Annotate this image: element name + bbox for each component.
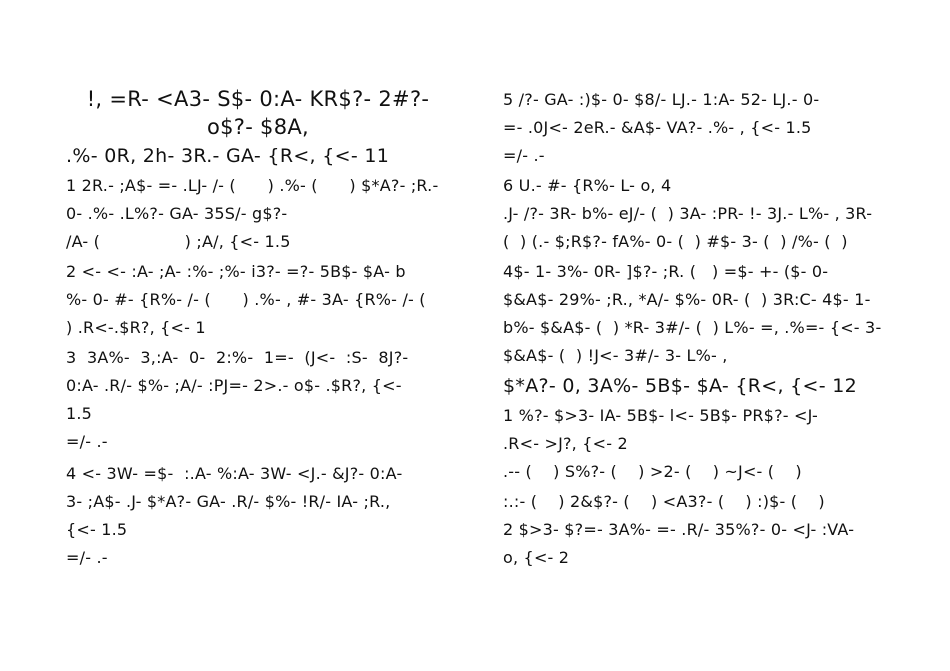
question-line: 3- ;A$- .J- $*A?- GA- .R/- $%- !R/- IA- ;R., — [66, 492, 391, 511]
question-line: .R<- >J?, {<- 2 — [503, 434, 628, 453]
question-line: $&A$- 29%- ;R., *A/- $%- 0R- ( ) 3R:C- 4$- 1- — [503, 290, 871, 309]
question-line: 6 U.- #- {R%- L- o, 4 — [503, 176, 672, 195]
question-line: 4$- 1- 3%- 0R- ]$?- ;R. ( ) =$- +- ($- 0- — [503, 262, 829, 281]
question-line: =/- .- — [66, 548, 108, 567]
question-line: 1 2R.- ;A$- =- .LJ- /- ( ) .%- ( ) $*A?- ;R.- — [66, 176, 439, 195]
question-line: .J- /?- 3R- b%- eJ/- ( ) 3A- :PR- !- 3J.- L%- , 3R- — [503, 204, 873, 223]
question-line: :.:- ( ) 2&$?- ( ) <A3?- ( ) :)$- ( ) — [503, 492, 825, 511]
question-line: 1 %?- $>3- IA- 5B$- l<- 5B$- PR$?- <J- — [503, 406, 818, 425]
question-line: %- 0- #- {R%- /- ( ) .%- , #- 3A- {R%- /- ( — [66, 290, 426, 309]
question-line: 0:A- .R/- $%- ;A/- :PJ=- 2>.- o$- .$R?, {<- — [66, 376, 402, 395]
section-heading-left: .%- 0R, 2h- 3R.- GA- {R<, {<- 11 — [66, 145, 390, 167]
document-title-line-1: !, =R- <A3- S$- 0:A- KR$?- 2#?- — [86, 87, 430, 111]
question-line: {<- 1.5 — [66, 520, 128, 539]
question-line: /A- ( ) ;A/, {<- 1.5 — [66, 232, 291, 251]
question-line: =/- .- — [503, 146, 545, 165]
question-line: ( ) (.- $;R$?- fA%- 0- ( ) #$- 3- ( ) /%- ( ) — [503, 232, 848, 251]
question-line: .-- ( ) S%?- ( ) >2- ( ) ~J<- ( ) — [503, 462, 802, 481]
question-line: 2 <- <- :A- ;A- :%- ;%- i3?- =?- 5B$- $A- b — [66, 262, 406, 281]
question-line: 0- .%- .L%?- GA- 35S/- g$?- — [66, 204, 288, 223]
document-title-line-2: o$?- $8A, — [206, 115, 310, 139]
question-line: 3 3A%- 3,:A- 0- 2:%- 1=- (J<- :S- 8J?- — [66, 348, 409, 367]
question-line: 4 <- 3W- =$- :.A- %:A- 3W- <J.- &J?- 0:A- — [66, 464, 403, 483]
question-line: 2 $>3- $?=- 3A%- =- .R/- 35%?- 0- <J- :VA- — [503, 520, 855, 539]
question-line: =- .0J<- 2eR.- &A$- VA?- .%- , {<- 1.5 — [503, 118, 812, 137]
question-line: ) .R<-.$R?, {<- 1 — [66, 318, 206, 337]
question-line: b%- $&A$- ( ) *R- 3#/- ( ) L%- =, .%=- {<- 3- — [503, 318, 882, 337]
question-line: 1.5 — [66, 404, 93, 423]
question-line: =/- .- — [66, 432, 108, 451]
question-line: o, {<- 2 — [503, 548, 570, 567]
question-line: 5 /?- GA- :)$- 0- $8/- LJ.- 1:A- 52- LJ.- 0- — [503, 90, 820, 109]
section-heading-right: $*A?- 0, 3A%- 5B$- $A- {R<, {<- 12 — [503, 375, 858, 397]
question-line: $&A$- ( ) !J<- 3#/- 3- L%- , — [503, 346, 728, 365]
